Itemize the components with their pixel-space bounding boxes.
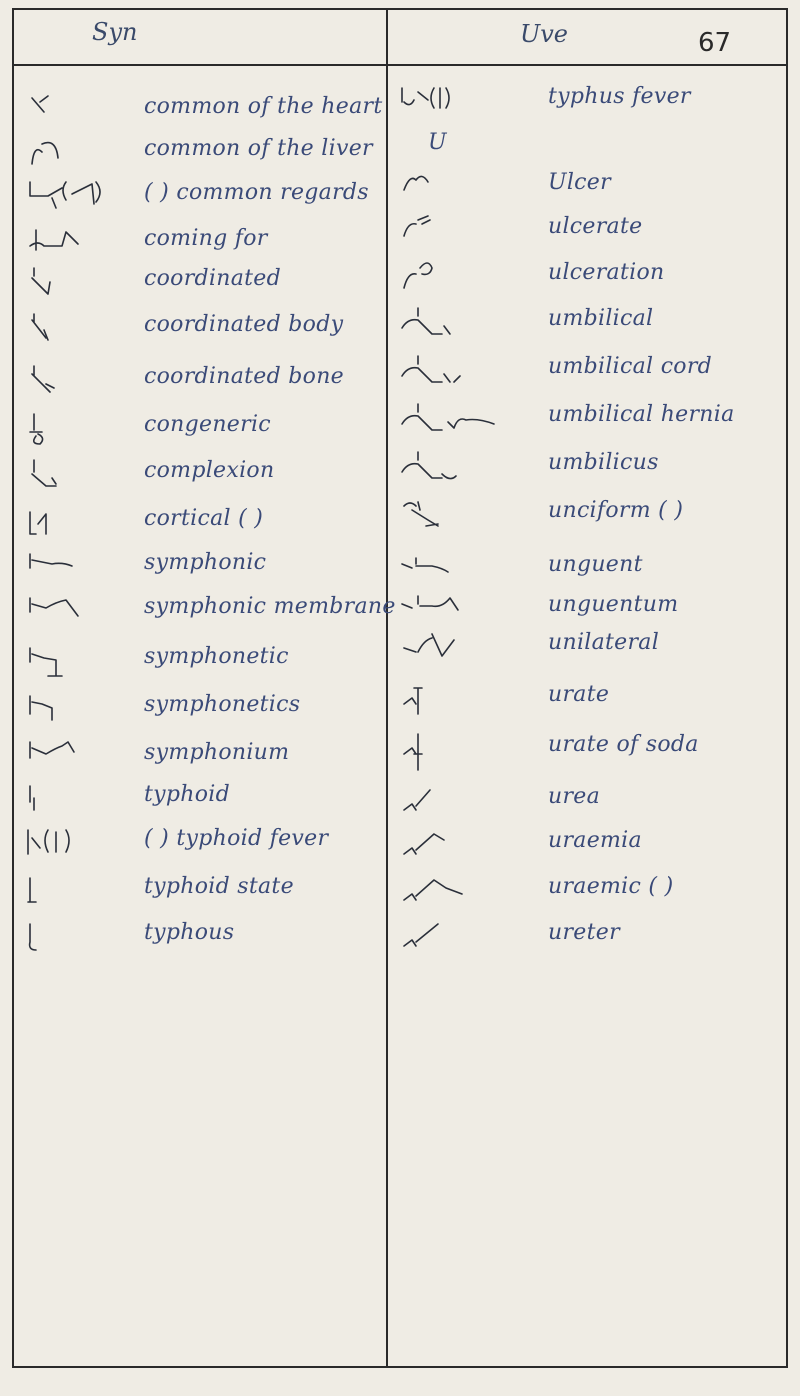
- entry-word: urate of soda: [548, 732, 699, 757]
- list-item: [26, 642, 386, 682]
- entry-word: urate: [548, 682, 610, 707]
- shorthand-outline-icon: [398, 496, 538, 540]
- entry-word: complexion: [144, 458, 275, 483]
- shorthand-outline-icon: [26, 134, 136, 174]
- entry-word: Ulcer: [548, 170, 611, 195]
- shorthand-outline-icon: [26, 738, 136, 778]
- shorthand-outline-icon: [26, 548, 136, 588]
- shorthand-outline-icon: [398, 448, 538, 492]
- shorthand-outline-icon: [398, 628, 538, 672]
- list-item: [26, 310, 386, 350]
- left-running-head: Syn: [92, 18, 138, 46]
- list-item: [398, 258, 778, 298]
- entry-word: umbilical hernia: [548, 402, 735, 427]
- entry-word: uraemic ( ): [548, 874, 674, 899]
- entry-word: coming for: [144, 226, 268, 251]
- entry-word: common of the heart: [144, 94, 383, 119]
- entry-word: typhous: [144, 920, 235, 945]
- header-rule: [12, 64, 788, 66]
- page-number: 67: [698, 28, 732, 58]
- list-item: [26, 780, 386, 820]
- list-item: [26, 548, 386, 588]
- shorthand-outline-icon: [398, 82, 538, 126]
- shorthand-outline-icon: [26, 264, 136, 304]
- list-item: [26, 410, 386, 450]
- shorthand-outline-icon: [398, 258, 538, 302]
- entry-word: ( ) typhoid fever: [144, 826, 329, 851]
- list-item: [398, 918, 778, 958]
- entry-word: coordinated body: [144, 312, 344, 337]
- shorthand-outline-icon: [26, 824, 136, 868]
- list-item: [26, 456, 386, 496]
- shorthand-outline-icon: [398, 826, 538, 866]
- list-item: [26, 872, 386, 912]
- shorthand-outline-icon: [26, 456, 136, 500]
- list-item: [398, 628, 778, 668]
- shorthand-outline-icon: [26, 872, 136, 916]
- center-running-head: Uve: [520, 20, 568, 48]
- shorthand-outline-icon: [398, 550, 538, 590]
- entry-word: unilateral: [548, 630, 660, 655]
- entry-word: coordinated: [144, 266, 281, 291]
- list-item: [398, 730, 778, 770]
- shorthand-outline-icon: [398, 400, 538, 444]
- entry-word: symphonium: [144, 740, 290, 765]
- shorthand-outline-icon: [26, 642, 136, 686]
- entry-word: common of the liver: [144, 136, 373, 161]
- entry-word: typhus fever: [548, 84, 691, 109]
- shorthand-outline-icon: [398, 352, 538, 396]
- entry-word: unguentum: [548, 592, 679, 617]
- shorthand-outline-icon: [26, 362, 136, 406]
- entry-word: umbilical: [548, 306, 654, 331]
- list-item: [398, 128, 778, 168]
- list-item: [398, 168, 778, 208]
- entry-word: unguent: [548, 552, 643, 577]
- list-item: [26, 690, 386, 730]
- list-item: [398, 448, 778, 488]
- list-item: [398, 212, 778, 252]
- list-item: [398, 496, 778, 536]
- shorthand-outline-icon: [398, 872, 538, 912]
- shorthand-outline-icon: [398, 212, 538, 256]
- list-item: [398, 872, 778, 912]
- shorthand-outline-icon: [398, 918, 538, 958]
- entry-word: ( ) common regards: [144, 180, 369, 205]
- entry-word: coordinated bone: [144, 364, 344, 389]
- list-item: [26, 178, 386, 218]
- shorthand-outline-icon: [398, 730, 538, 778]
- list-item: [398, 550, 778, 590]
- list-item: [398, 590, 778, 630]
- shorthand-outline-icon: [398, 590, 538, 630]
- list-item: [398, 782, 778, 822]
- shorthand-outline-icon: [398, 168, 538, 208]
- list-item: [398, 352, 778, 392]
- shorthand-outline-icon: [26, 410, 136, 454]
- entry-word: symphonetics: [144, 692, 301, 717]
- list-item: [26, 224, 386, 264]
- entry-word: typhoid: [144, 782, 230, 807]
- entry-word: unciform ( ): [548, 498, 684, 523]
- list-item: [26, 592, 396, 632]
- shorthand-outline-icon: [398, 782, 538, 822]
- shorthand-outline-icon: [26, 592, 136, 636]
- entry-word: cortical ( ): [144, 506, 264, 531]
- entry-word: ureter: [548, 920, 620, 945]
- shorthand-outline-icon: [26, 690, 136, 734]
- shorthand-outline-icon: [26, 918, 136, 962]
- list-item: [398, 680, 778, 720]
- shorthand-outline-icon: [398, 680, 538, 724]
- entry-word: ulceration: [548, 260, 665, 285]
- entry-word: symphonic: [144, 550, 267, 575]
- list-item: [26, 738, 386, 778]
- entry-word: urea: [548, 784, 601, 809]
- entry-word: typhoid state: [144, 874, 294, 899]
- shorthand-outline-icon: [26, 224, 136, 264]
- list-item: [398, 304, 778, 344]
- list-item: [26, 362, 386, 402]
- list-item: [398, 82, 778, 122]
- shorthand-outline-icon: [26, 178, 136, 222]
- list-item: [26, 134, 386, 174]
- shorthand-outline-icon: [398, 304, 538, 348]
- list-item: [398, 826, 778, 866]
- shorthand-outline-icon: [398, 128, 538, 168]
- entry-word: symphonetic: [144, 644, 289, 669]
- shorthand-outline-icon: [26, 504, 136, 548]
- list-item: [26, 264, 386, 304]
- shorthand-outline-icon: [26, 780, 136, 824]
- list-item: [398, 400, 778, 440]
- entry-word: ulcerate: [548, 214, 643, 239]
- shorthand-outline-icon: [26, 92, 136, 132]
- entry-word: U: [428, 130, 447, 155]
- entry-word: uraemia: [548, 828, 642, 853]
- entry-word: umbilicus: [548, 450, 659, 475]
- list-item: [26, 92, 386, 132]
- column-divider: [386, 8, 388, 1368]
- shorthand-outline-icon: [26, 310, 136, 354]
- entry-word: umbilical cord: [548, 354, 713, 379]
- entry-word: congeneric: [144, 412, 271, 437]
- entry-word: symphonic membrane: [144, 594, 396, 619]
- list-item: [26, 504, 386, 544]
- list-item: [26, 824, 386, 864]
- list-item: [26, 918, 386, 958]
